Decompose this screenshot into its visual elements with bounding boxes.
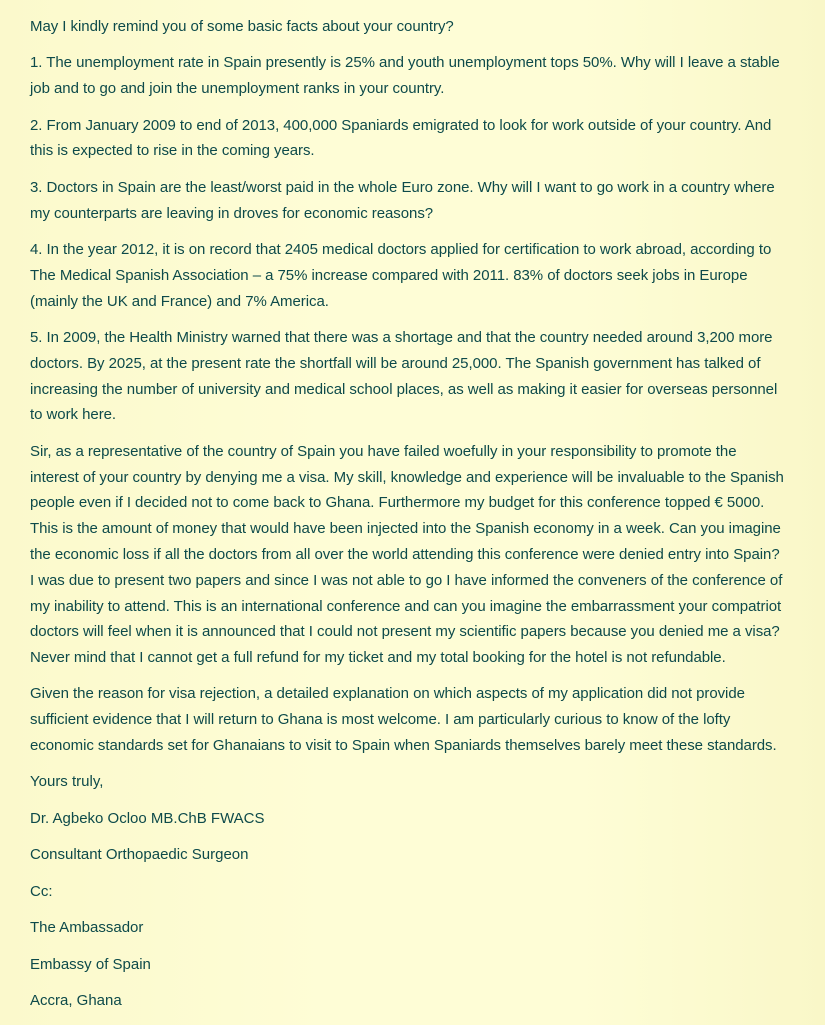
- fact-1-line-2: job and to go and join the unemployment ranks in your country.: [30, 80, 445, 98]
- cc-label: Cc:: [30, 882, 53, 900]
- fact-5-line-2: doctors. By 2025, at the present rate the shortfall will be around 25,000. The Spanish government has talked of: [30, 354, 761, 372]
- fact-4-line-2: The Medical Spanish Association – a 75% increase compared with 2011. 83% of doctors seek jobs in Europe: [30, 266, 748, 284]
- fact-4-line-3: (mainly the UK and France) and 7% America.: [30, 292, 329, 310]
- fact-5-line-3: increasing the number of university and medical school places, as well as making it easier for overseas personnel: [30, 380, 778, 398]
- sir-line-2: interest of your country by denying me a visa. My skill, knowledge and experience will be invaluable to the Spanish: [30, 468, 784, 486]
- sir-line-3: people even if I decided not to come back to Ghana. Furthermore my budget for this conference topped € 5000.: [30, 494, 765, 512]
- intro-line: May I kindly remind you of some basic facts about your country?: [30, 18, 454, 35]
- fact-4: [30, 237, 800, 314]
- fact-3: [30, 175, 800, 227]
- closing-line-3: economic standards set for Ghanaians to visit to Spain when Spaniards themselves barely meet these standards.: [30, 737, 777, 755]
- author-title: Consultant Orthopaedic Surgeon: [30, 846, 249, 864]
- sir-paragraph: [30, 439, 800, 671]
- fact-3-line-2: my counterparts are leaving in droves for economic reasons?: [30, 204, 434, 222]
- letter-body: [30, 14, 800, 1025]
- fact-5-line-4: to work here.: [30, 406, 117, 424]
- author-name: Dr. Agbeko Ocloo MB.ChB FWACS: [30, 809, 265, 827]
- cc-location: Accra, Ghana: [30, 992, 122, 1010]
- cc-recipient: The Ambassador: [30, 919, 144, 937]
- fact-2-line-1: 2. From January 2009 to end of 2013, 400,000 Spaniards emigrated to look for work outside of your country. And: [30, 116, 772, 134]
- fact-1-line-1: 1. The unemployment rate in Spain presently is 25% and youth unemployment tops 50%. Why will I leave a stable: [30, 54, 780, 72]
- fact-5-line-1: 5. In 2009, the Health Ministry warned that there was a shortage and that the country needed around 3,200 more: [30, 328, 773, 346]
- sir-line-6: I was due to present two papers and since I was not able to go I have informed the conveners of the conference of: [30, 571, 783, 589]
- sir-line-8: doctors will feel when it is announced that I could not present my scientific papers because you denied me a visa?: [30, 623, 780, 641]
- sir-line-7: my inability to attend. This is an international conference and can you imagine the embarrassment your compatriot: [30, 597, 782, 615]
- fact-2: [30, 113, 800, 165]
- closing-paragraph: [30, 681, 800, 758]
- sir-line-9: Never mind that I cannot get a full refund for my ticket and my total booking for the hotel is not refundable.: [30, 649, 726, 667]
- fact-4-line-1: 4. In the year 2012, it is on record that 2405 medical doctors applied for certification to work abroad, according to: [30, 240, 772, 258]
- closing-line-1: Given the reason for visa rejection, a detailed explanation on which aspects of my application did not provide: [30, 685, 745, 703]
- sir-line-5: the economic loss if all the doctors from all over the world attending this conference were denied entry into Spain?: [30, 545, 780, 563]
- cc-office: Embassy of Spain: [30, 955, 151, 973]
- fact-5: [30, 325, 800, 428]
- sir-line-4: This is the amount of money that would have been injected into the Spanish economy in a week. Can you imagine: [30, 520, 781, 538]
- closing-line-2: sufficient evidence that I will return to Ghana is most welcome. I am particularly curious to know of the lofty: [30, 711, 731, 729]
- sign-off: Yours truly,: [30, 773, 104, 791]
- fact-1: [30, 50, 800, 102]
- fact-2-line-2: this is expected to rise in the coming years.: [30, 142, 315, 160]
- fact-3-line-1: 3. Doctors in Spain are the least/worst paid in the whole Euro zone. Why will I want to go work in a country where: [30, 178, 775, 196]
- sir-line-1: Sir, as a representative of the country of Spain you have failed woefully in your responsibility to promote the: [30, 442, 737, 460]
